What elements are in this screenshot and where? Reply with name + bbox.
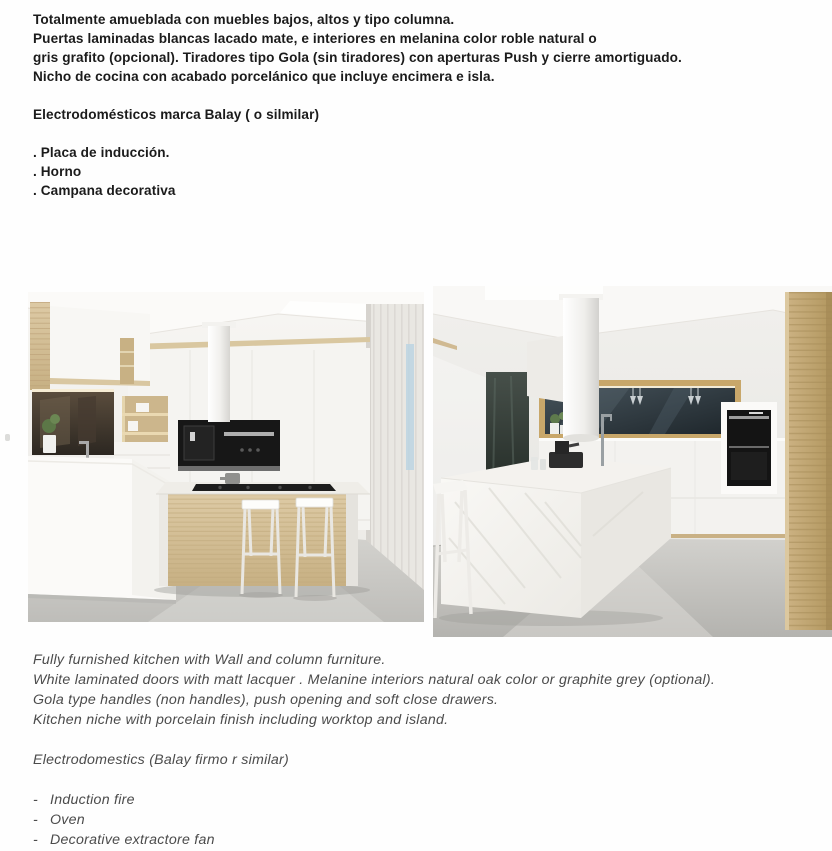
window-niche (32, 389, 114, 455)
kitchen-render-left-art (28, 292, 424, 622)
appliance-item-es: . Campana decorativa (33, 183, 176, 198)
appliance-item-es: . Horno (33, 164, 82, 179)
spanish-spec-block (33, 10, 803, 200)
appliance-item-es: . Placa de inducción. (33, 145, 170, 160)
appliance-label: Oven (50, 812, 85, 828)
upper-cabinets (30, 302, 150, 390)
bullet-dash: - (33, 812, 38, 828)
spec-line-es: Totalmente amueblada con muebles bajos, altos y tipo columna. (33, 12, 455, 27)
english-spec-block (33, 650, 828, 850)
appliance-item-en (33, 810, 828, 830)
appliances-heading-en: Electrodomestics (Balay firmo r similar) (33, 752, 289, 768)
bullet-dash: - (33, 792, 38, 808)
spec-line-es: gris grafito (opcional). Tiradores tipo Gola (sin tiradores) con aperturas Push y cierre amortiguado. (33, 50, 682, 65)
open-shelves (122, 396, 168, 450)
spacer (33, 124, 803, 143)
oak-column (785, 292, 832, 630)
spec-line-en: Fully furnished kitchen with Wall and column furniture. (33, 652, 386, 668)
kitchen-render-left (28, 292, 424, 622)
kitchen-render-right-art (433, 286, 832, 637)
bullet-dash: - (33, 832, 38, 848)
appliances-heading-es: Electrodomésticos marca Balay ( o silmilar) (33, 107, 320, 122)
appliance-label: Induction fire (50, 792, 135, 808)
appliance-label: Decorative extractore fan (50, 832, 215, 848)
spec-line-es: Puertas laminadas blancas lacado mate, e interiores en melanina color roble natural o (33, 31, 597, 46)
built-in-oven (178, 420, 280, 471)
spec-line-en: Gola type handles (non handles), push opening and soft close drawers. (33, 692, 499, 708)
spacer (33, 730, 828, 750)
kitchen-render-right (433, 286, 832, 637)
spec-line-en: Kitchen niche with porcelain finish including worktop and island. (33, 712, 449, 728)
spec-line-es: Nicho de cocina con acabado porcelánico que incluye encimera e isla. (33, 69, 495, 84)
appliance-item-en (33, 790, 828, 810)
appliance-item-en (33, 830, 828, 850)
spacer (33, 770, 828, 790)
spacer (33, 86, 803, 105)
scan-artifact (5, 434, 10, 441)
peninsula-counter (28, 456, 176, 604)
island (154, 473, 370, 597)
built-in-oven (721, 402, 777, 494)
spec-line-en: White laminated doors with matt lacquer . Melanine interiors natural oak color or graphite grey (optional). (33, 672, 716, 688)
